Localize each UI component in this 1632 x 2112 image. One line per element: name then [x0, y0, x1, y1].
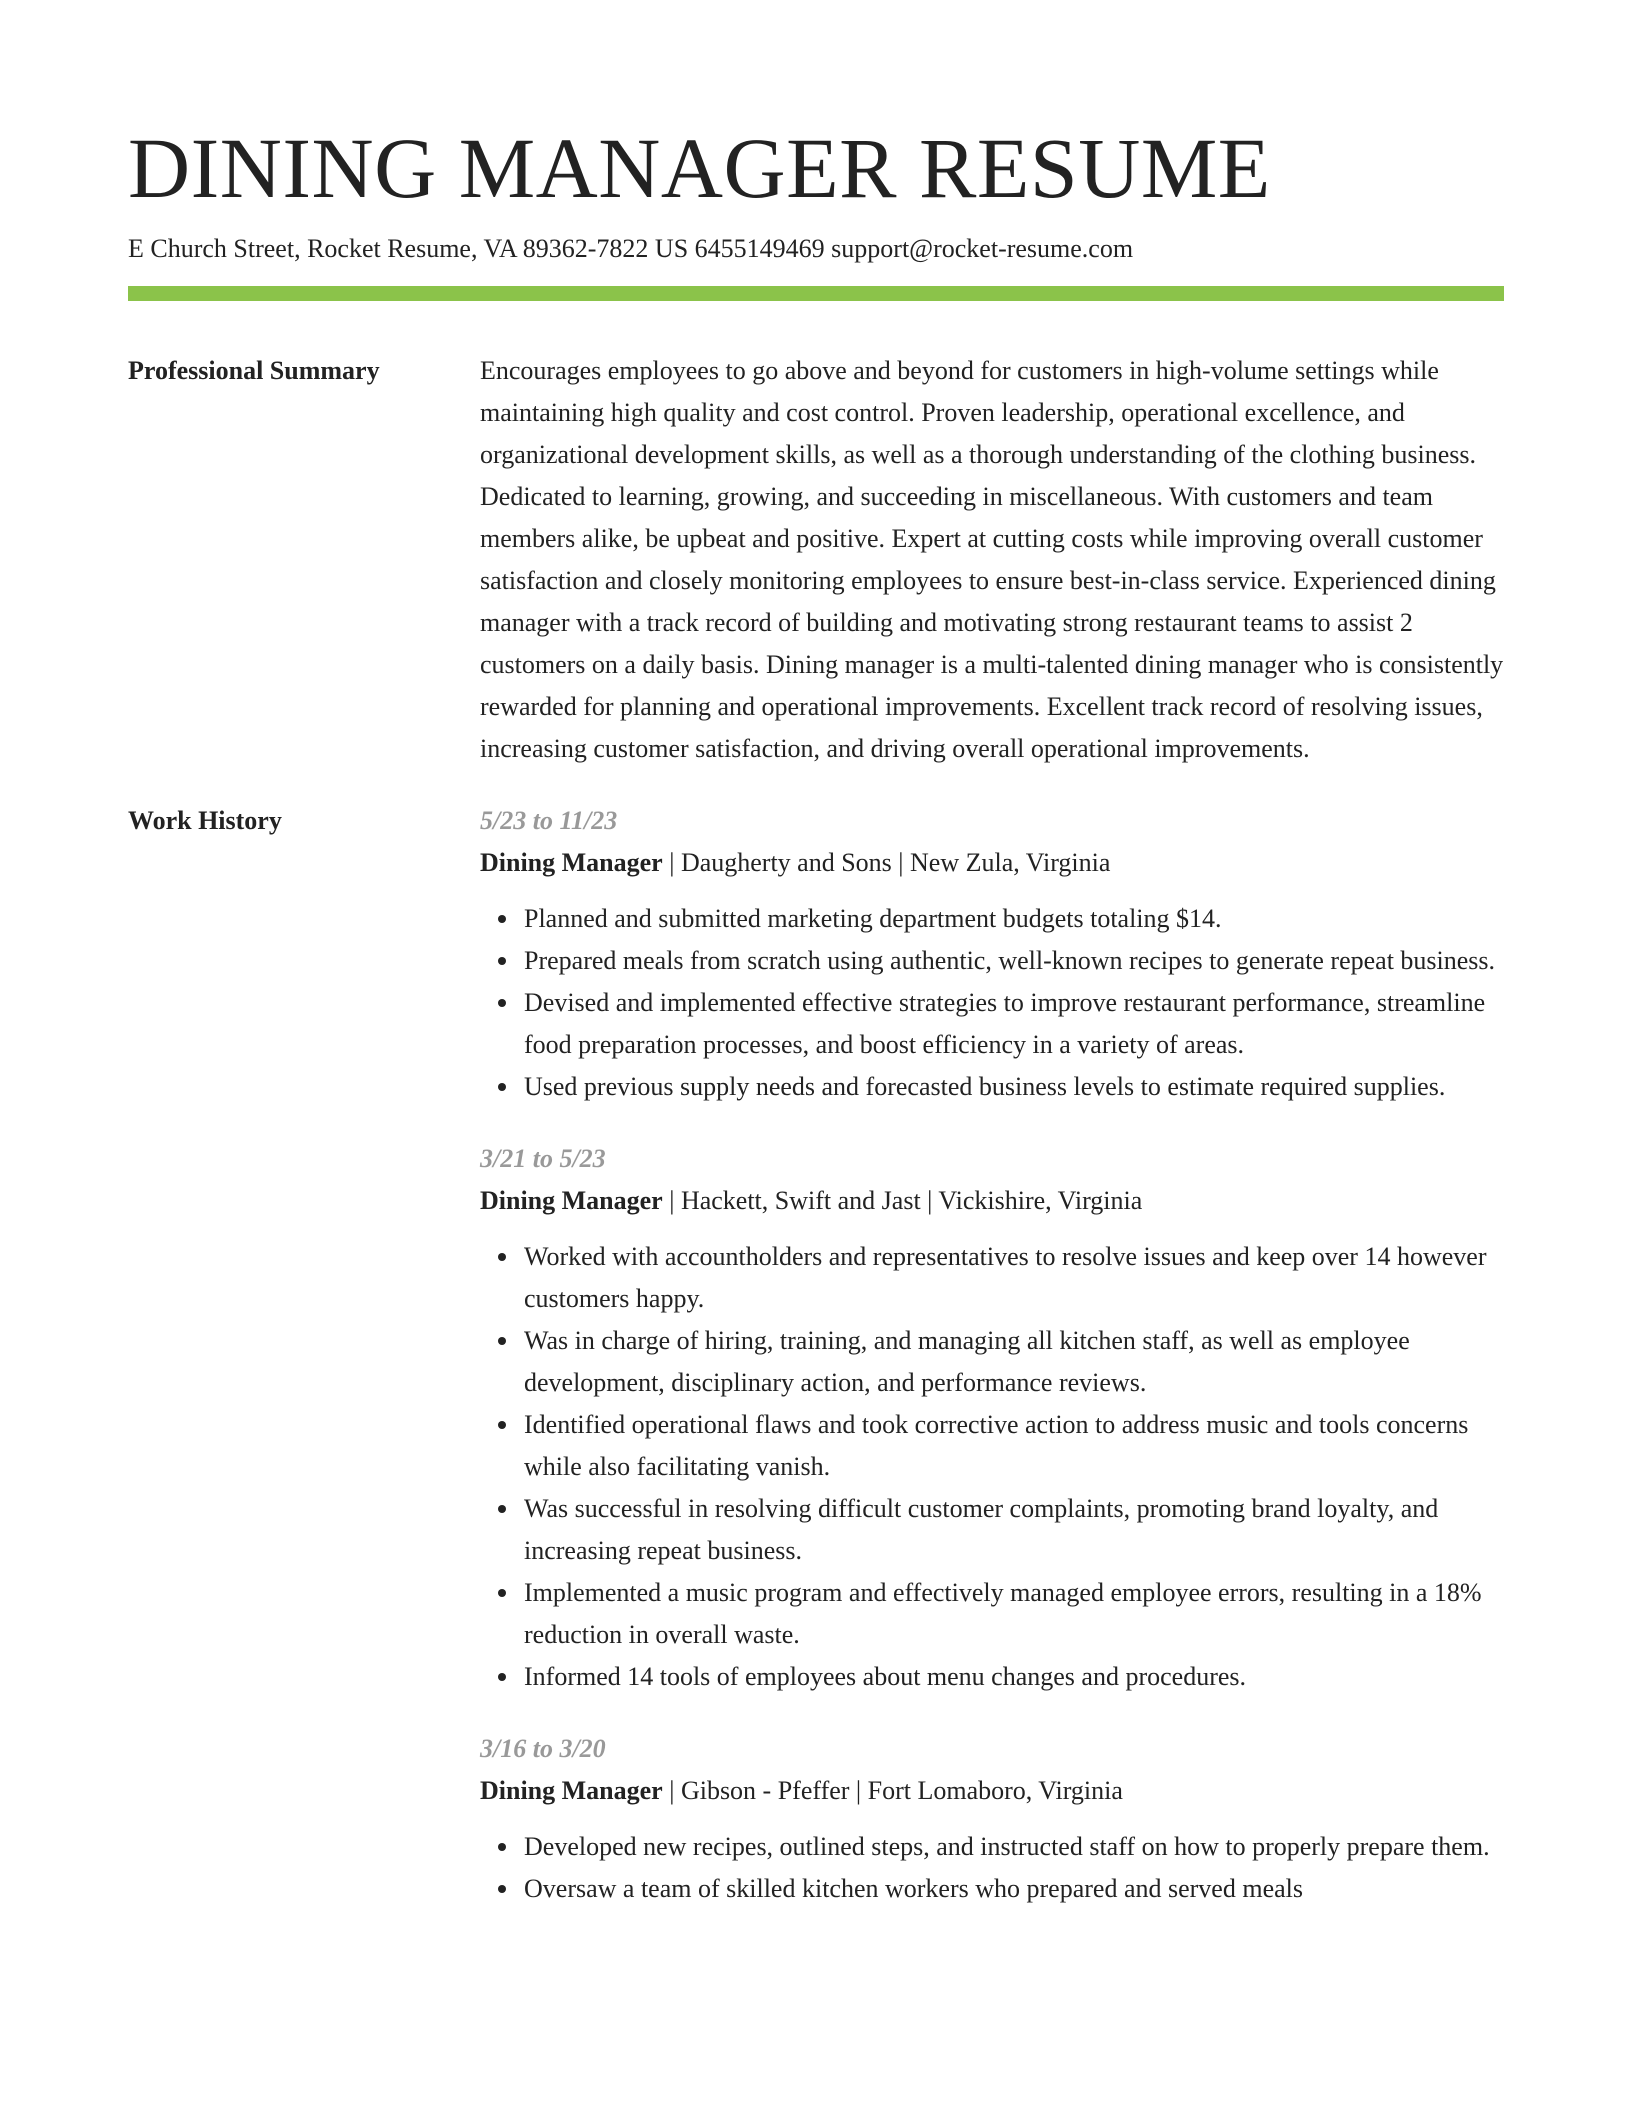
job-bullet: Implemented a music program and effectively managed employee errors, resulting in a 18% reduction in overall waste. [524, 1572, 1504, 1656]
job-employer-location: | Gibson - Pfeffer | Fort Lomaboro, Virginia [662, 1776, 1123, 1805]
work-history-body [480, 800, 1504, 1910]
job-bullet-list [480, 1826, 1504, 1910]
professional-summary-section [128, 350, 1504, 770]
job-heading [480, 1180, 1504, 1222]
job-bullet: Prepared meals from scratch using authentic, well-known recipes to generate repeat business. [524, 940, 1504, 982]
resume-sections [128, 350, 1504, 1940]
job-entry [480, 800, 1504, 1108]
job-employer-location: | Daugherty and Sons | New Zula, Virginia [662, 848, 1111, 877]
job-role: Dining Manager [480, 1186, 663, 1215]
job-bullet: Devised and implemented effective strategies to improve restaurant performance, streamline food preparation processes, and boost efficiency in a variety of areas. [524, 982, 1504, 1066]
work-history-heading: Work History [128, 806, 282, 835]
job-bullet-list [480, 1236, 1504, 1698]
job-bullet: Developed new recipes, outlined steps, and instructed staff on how to properly prepare them. [524, 1826, 1504, 1868]
job-bullet: Worked with accountholders and representatives to resolve issues and keep over 14 however customers happy. [524, 1236, 1504, 1320]
job-role: Dining Manager [480, 848, 663, 877]
job-bullet: Was successful in resolving difficult customer complaints, promoting brand loyalty, and increasing repeat business. [524, 1488, 1504, 1572]
job-entry [480, 1728, 1504, 1910]
job-bullet: Oversaw a team of skilled kitchen workers who prepared and served meals [524, 1868, 1504, 1910]
job-heading [480, 1770, 1504, 1812]
work-history-section [128, 800, 1504, 1910]
job-dates: 3/16 to 3/20 [480, 1734, 606, 1763]
job-bullet: Was in charge of hiring, training, and managing all kitchen staff, as well as employee development, disciplinary action, and performance reviews. [524, 1320, 1504, 1404]
job-bullet: Planned and submitted marketing department budgets totaling $14. [524, 898, 1504, 940]
job-bullet: Used previous supply needs and forecasted business levels to estimate required supplies. [524, 1066, 1504, 1108]
job-dates: 5/23 to 11/23 [480, 806, 618, 835]
job-bullet-list [480, 898, 1504, 1108]
resume-title: DINING MANAGER RESUME [128, 120, 1271, 216]
professional-summary-heading: Professional Summary [128, 356, 380, 385]
contact-line: E Church Street, Rocket Resume, VA 89362-7822 US 6455149469 support@rocket-resume.com [128, 234, 1134, 263]
professional-summary-body [480, 350, 1504, 770]
job-bullet: Identified operational flaws and took corrective action to address music and tools concerns while also facilitating vanish. [524, 1404, 1504, 1488]
header-divider [128, 286, 1504, 301]
job-employer-location: | Hackett, Swift and Jast | Vickishire, Virginia [662, 1186, 1143, 1215]
professional-summary-text: Encourages employees to go above and beyond for customers in high-volume settings while maintaining high quality and cost control. Proven leadership, operational excellence, and organizational development skills, as well as a thorough understanding of the clothing business. Dedicated to learning, growing, and succeeding in miscellaneous. With customers and team members alike, be upbeat and positive. Expert at cutting costs while improving overall customer satisfaction and closely monitoring employees to ensure best-in-class service. Experienced dining manager with a track record of building and motivating strong restaurant teams to assist 2 customers on a daily basis. Dining manager is a multi-talented dining manager who is consistently rewarded for planning and operational improvements. Excellent track record of resolving issues, increasing customer satisfaction, and driving overall operational improvements. [480, 356, 1504, 763]
job-heading [480, 842, 1504, 884]
job-bullet: Informed 14 tools of employees about menu changes and procedures. [524, 1656, 1504, 1698]
job-role: Dining Manager [480, 1776, 663, 1805]
job-dates: 3/21 to 5/23 [480, 1144, 606, 1173]
job-entry [480, 1138, 1504, 1698]
